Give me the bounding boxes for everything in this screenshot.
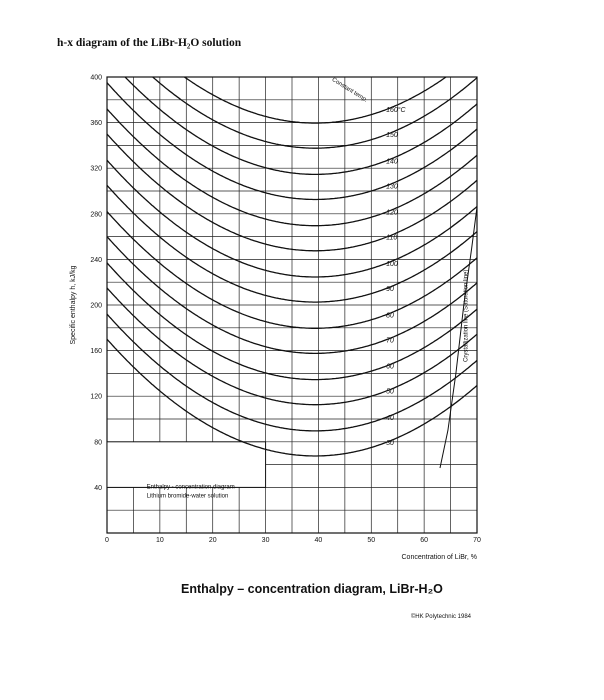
x-axis-label: Concentration of LiBr, % [401,554,477,561]
y-tick-label: 400 [90,74,102,82]
y-tick-label: 120 [90,393,102,401]
credit-text: ©HK Polytechnic 1984 [410,614,471,620]
x-tick-label: 60 [420,537,429,544]
inset-title-line-2: Lithium bromide-water solution [146,493,229,500]
y-tick-label: 320 [90,165,102,173]
y-tick-label: 280 [90,211,102,219]
y-tick-label: 80 [94,439,102,447]
temperature-label: 60 [386,363,394,371]
x-tick-label: 20 [208,537,217,544]
x-tick-label: 10 [155,537,164,544]
inset-box [107,442,266,488]
inset-title-line-1: Enthalpy - concentration diagram [146,484,235,491]
temperature-label: 130 [386,183,398,191]
temperature-label: 100 [386,260,398,268]
y-tick-label: 200 [90,302,102,310]
temperature-label: 150 [386,132,398,140]
y-axis-label: Specific enthalpy h, kJ/kg [70,265,77,345]
temperature-label: 160°C [386,107,406,115]
x-tick-label: 50 [367,537,376,544]
temperature-label: 140 [386,158,398,166]
temperature-label: 110 [386,234,398,242]
x-tick-label: 70 [473,537,481,544]
temperature-label: 90 [386,286,394,294]
temperature-label: 80 [386,312,394,320]
temperature-label: 30 [386,439,394,447]
y-tick-label: 360 [90,120,102,128]
x-tick-label: 30 [261,537,270,544]
temperature-label: 40 [386,414,394,422]
x-tick-label: 40 [314,537,323,544]
y-tick-label: 240 [90,256,102,264]
temperature-label: 50 [386,388,394,396]
y-tick-label: 40 [94,484,102,492]
constant-temp-label: Constant temp. [330,77,369,104]
chart-title: Enthalpy – concentration diagram, LiBr-H₂O [181,582,443,596]
temperature-label: 120 [386,209,398,217]
crystallization-line-label: Crystallization line (Saturation line) [463,269,470,362]
y-tick-label: 160 [90,348,102,356]
page-title: h-x diagram of the LiBr-H₂O solution [57,37,242,49]
x-tick-label: 0 [105,537,109,544]
temperature-label: 70 [386,337,394,345]
